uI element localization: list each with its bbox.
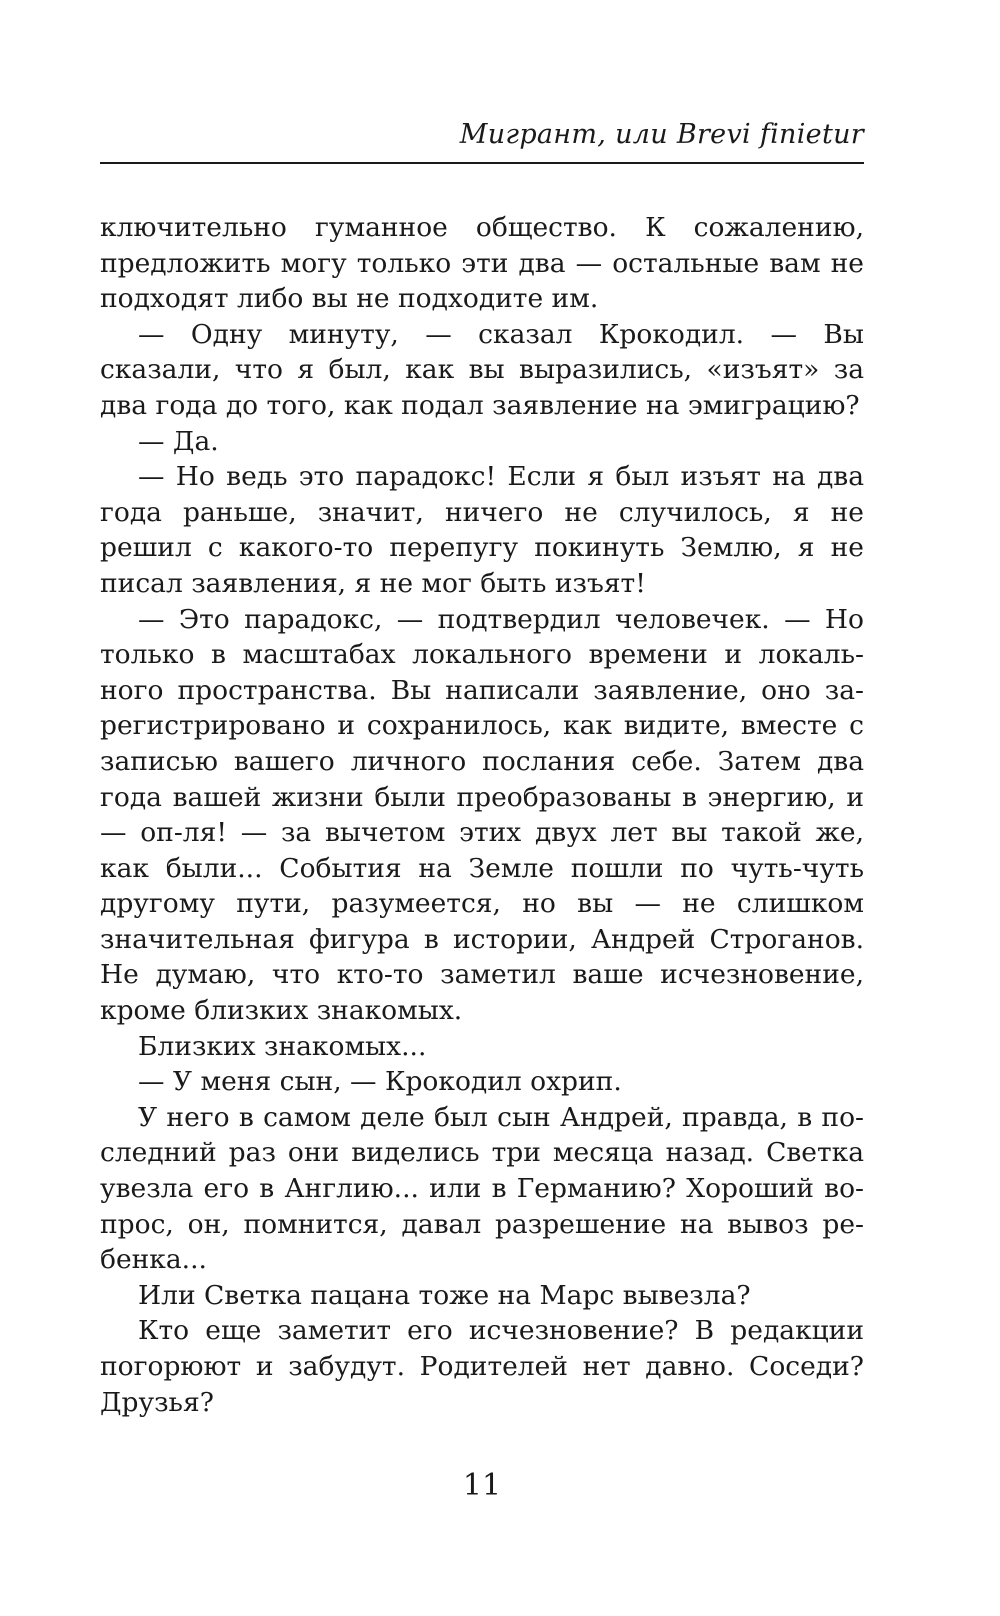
page-number: 11 — [462, 1468, 502, 1503]
paragraph-10: Кто еще заметит его исчезновение? В редакции погорюют и забудут. Родителей нет давно. Соседи? Друзья? — [100, 1315, 864, 1418]
paragraph-6: Близких знакомых... — [138, 1030, 427, 1062]
paragraph-5: — Это парадокс, — подтвердил человечек. — Но только в масштабах локального времени и локального пространства. Вы написали заявление, оно зарегистрировано и сохранилось, как видите, вместе с записью вашего личного послания себе. Затем два года вашей жизни были преобразованы в энергию, и — оп-ля! — за вычетом этих двух лет вы такой же, как были... События на Земле пошли по чуть-чуть другому пути, разумеется, но вы — не слишком значительная фигура в истории, Андрей Строганов. Не думаю, что кто-то заметил ваше исчезновение, кроме близких знакомых. — [100, 603, 864, 1027]
header-rule — [100, 162, 864, 164]
paragraph-1: ключительно гуманное общество. К сожалению, предложить могу только эти два — остальные вам не подходят либо вы не подходите им. — [100, 212, 864, 315]
paragraph-7: — У меня сын, — Крокодил охрип. — [138, 1066, 622, 1098]
paragraph-9: Или Светка пацана тоже на Марс вывезла? — [138, 1279, 751, 1311]
running-head: Мигрант, или Brevi finietur — [459, 119, 864, 150]
body-text — [100, 210, 864, 1420]
paragraph-2: — Одну минуту, — сказал Крокодил. — Вы сказали, что я был, как вы выразились, «изъят» за два года до того, как подал заявление на эмиграцию? — [100, 318, 864, 421]
paragraph-4: — Но ведь это парадокс! Если я был изъят на два года раньше, значит, ничего не случилось, я не решил с какого-то перепугу покинуть Землю, я не писал заявления, я не мог быть изъят! — [100, 461, 864, 599]
paragraph-3: — Да. — [138, 425, 219, 457]
paragraph-8: У него в самом деле был сын Андрей, правда, в последний раз они виделись три месяца назад. Светка увезла его в Англию... или в Германию? Хороший вопрос, он, помнится, давал разрешение на вывоз ребенка... — [100, 1101, 864, 1276]
